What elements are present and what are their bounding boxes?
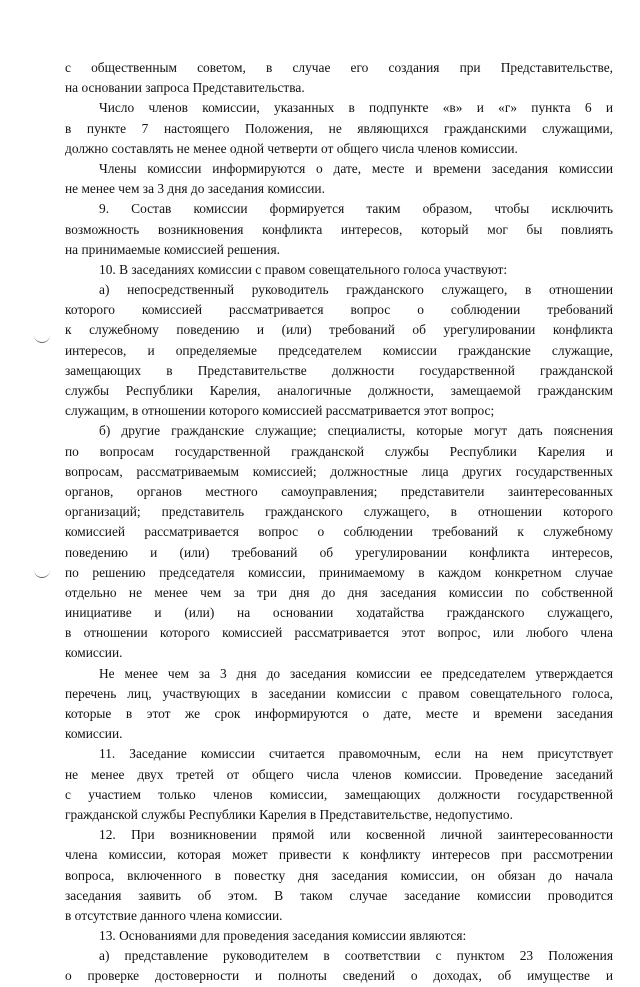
text-line: в отсутствие данного члена комиссии.	[65, 907, 283, 923]
text-line: комиссии.	[65, 645, 123, 661]
text-line: в пункте 7 настоящего Положения, не являющихся гражданскими служащими,	[65, 120, 613, 136]
binding-hole-mark	[34, 570, 50, 578]
text-line: Число членов комиссии, указанных в подпункте «в» и «г» пункта 6 и	[99, 100, 613, 116]
text-line: по вопросам государственной гражданской службы Республики Карелия и	[65, 443, 613, 459]
document-page	[65, 58, 613, 987]
binding-hole-mark	[34, 335, 50, 343]
text-line: перечень лиц, участвующих в заседании комиссии с правом совещательного голоса,	[65, 685, 613, 701]
text-line: гражданской службы Республики Карелия в Представительстве, недопустимо.	[65, 806, 513, 822]
text-line: Члены комиссии информируются о дате, месте и времени заседания комиссии	[99, 160, 613, 176]
text-line: 10. В заседаниях комиссии с правом совещательного голоса участвуют:	[99, 261, 508, 277]
text-line: с общественным советом, в случае его создания при Представительстве,	[65, 60, 613, 75]
text-line: организаций; представитель гражданского служащего, в отношении которого	[65, 504, 613, 520]
text-line: о проверке достоверности и полноты сведений о доходах, об имуществе и	[65, 968, 613, 984]
text-line: на принимаемые комиссией решения.	[65, 241, 280, 257]
text-line: 13. Основаниями для проведения заседания комиссии являются:	[99, 928, 467, 944]
text-line: возможность возникновения конфликта интересов, который мог бы повлиять	[65, 221, 613, 237]
text-line: к служебному поведению и (или) требований об урегулировании конфликта	[65, 322, 613, 338]
text-line: а) представление руководителем в соответствии с пунктом 23 Положения	[99, 948, 613, 964]
text-line: замещающих в Представительстве должности государственной гражданской	[65, 362, 613, 378]
text-line: заседания заявить об этом. В таком случае заседание комиссии проводится	[65, 887, 613, 903]
text-line: органов, органов местного самоуправления; представители заинтересованных	[65, 483, 613, 499]
text-line: которого комиссией рассматривается вопрос о соблюдении требований	[65, 302, 613, 318]
text-line: отдельно не менее чем за три дня до дня заседания комиссии по собственной	[65, 584, 613, 600]
text-line: не менее чем за 3 дня до заседания комиссии.	[65, 181, 325, 197]
text-line: не менее двух третей от общего числа членов комиссии. Проведение заседаний	[65, 766, 613, 782]
text-line: вопросам, рассматриваемым комиссией; должностные лица других государственных	[65, 463, 613, 479]
text-line: с участием только членов комиссии, замещающих должности государственной	[65, 786, 613, 802]
text-line: 12. При возникновении прямой или косвенной личной заинтересованности	[99, 827, 613, 843]
text-line: поведению и (или) требований об урегулировании конфликта интересов,	[65, 544, 613, 560]
text-line: вопроса, включенного в повестку дня заседания комиссии, он обязан до начала	[65, 867, 613, 883]
text-line: должно составлять не менее одной четверти от общего числа членов комиссии.	[65, 140, 518, 156]
text-line: Не менее чем за 3 дня до заседания комиссии ее председателем утверждается	[99, 665, 613, 681]
text-line: а) непосредственный руководитель гражданского служащего, в отношении	[99, 282, 613, 298]
text-line: в отношении которого комиссией рассматривается этот вопрос, или любого члена	[65, 625, 613, 641]
text-line: члена комиссии, которая может привести к конфликту интересов при рассмотрении	[65, 847, 613, 863]
text-line: по решению председателя комиссии, принимаемому в каждом конкретном случае	[65, 564, 613, 580]
text-line: б) другие гражданские служащие; специалисты, которые могут дать пояснения	[99, 423, 613, 439]
text-line: 11. Заседание комиссии считается правомочным, если на нем присутствует	[99, 746, 613, 762]
text-line: служащим, в отношении которого комиссией рассматривается этот вопрос;	[65, 403, 495, 419]
text-line: комиссией рассматривается вопрос о соблюдении требований к служебному	[65, 524, 613, 540]
text-line: которые в этот же срок информируются о дате, месте и времени заседания	[65, 706, 613, 721]
text-line: интересов, и определяемые председателем комиссии гражданские служащие,	[65, 342, 613, 358]
text-line: комиссии.	[65, 726, 123, 742]
text-line: 9. Состав комиссии формируется таким образом, чтобы исключить	[99, 201, 613, 217]
text-line: на основании запроса Представительства.	[65, 80, 305, 96]
text-line: инициативе и (или) на основании ходатайства гражданского служащего,	[65, 605, 613, 621]
text-line: службы Республики Карелия, аналогичные должности, замещаемой гражданским	[65, 383, 613, 398]
